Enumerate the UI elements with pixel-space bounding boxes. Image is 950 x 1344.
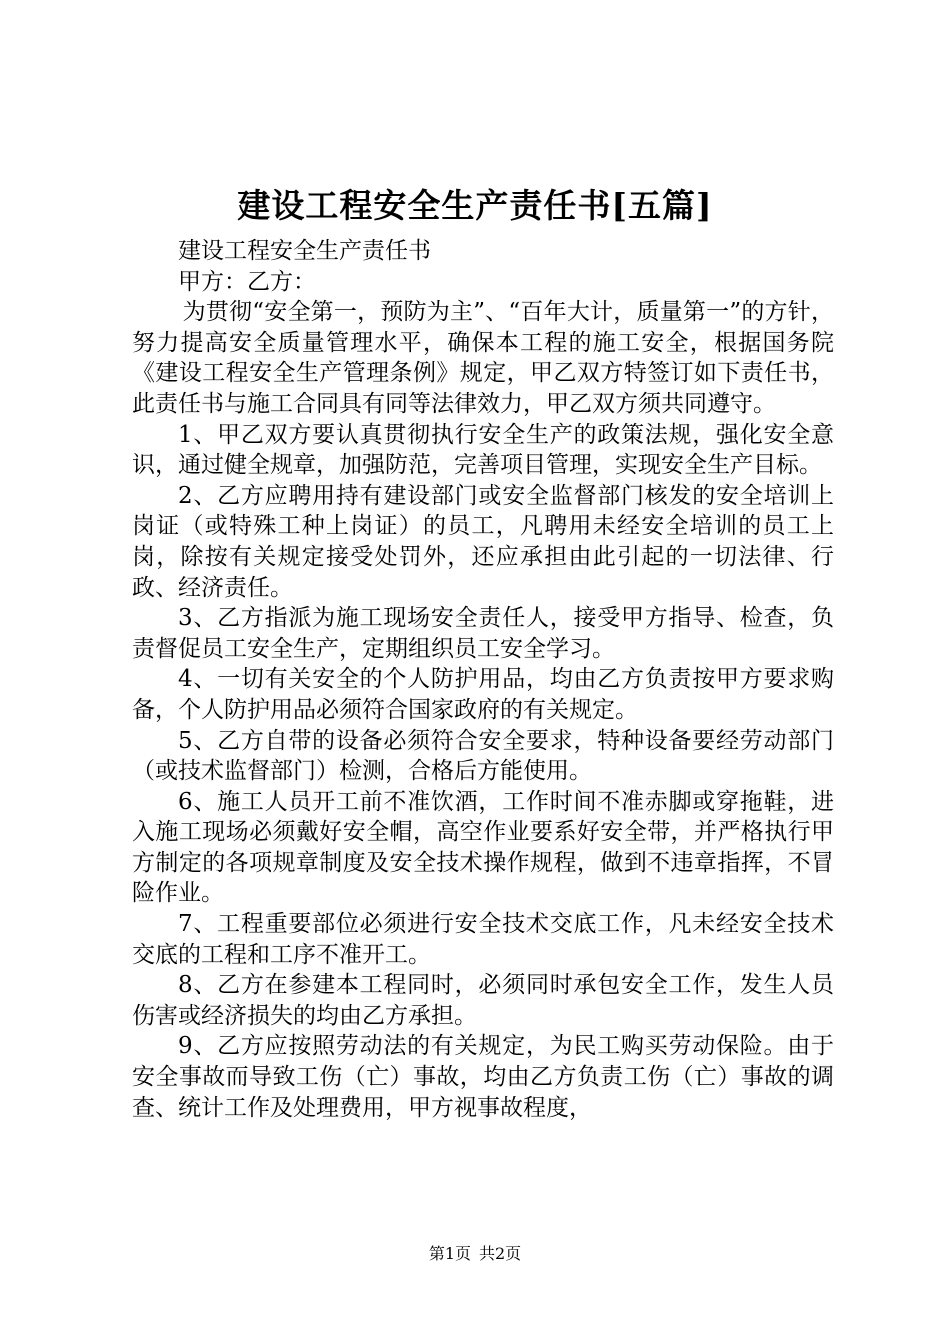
document-body xyxy=(132,236,834,1123)
paragraph-clause-5: 5、乙方自带的设备必须符合安全要求，特种设备要经劳动部门（或技术监督部门）检测，合格后方能使用。 xyxy=(132,727,834,785)
paragraph-clause-7: 7、工程重要部位必须进行安全技术交底工作，凡未经安全技术交底的工程和工序不准开工。 xyxy=(132,911,834,968)
document-subtitle: 建设工程安全生产责任书 xyxy=(178,238,431,264)
paragraph-clause-8: 8、乙方在参建本工程同时，必须同时承包安全工作，发生人员伤害或经济损失的均由乙方承担。 xyxy=(132,972,834,1029)
document-title: 建设工程安全生产责任书[五篇] xyxy=(237,186,713,225)
paragraph-clause-2: 2、乙方应聘用持有建设部门或安全监督部门核发的安全培训上岗证（或特殊工种上岗证）的员工，凡聘用未经安全培训的员工上岗，除按有关规定接受处罚外，还应承担由此引起的一切法律、行政、经济责任。 xyxy=(132,482,834,601)
paragraph-preamble: 为贯彻“安全第一，预防为主”、“百年大计，质量第一”的方针，努力提高安全质量管理水平，确保本工程的施工安全，根据国务院《建设工程安全生产管理条例》规定，甲乙双方特签订如下责任书，此责任书与施工合同具有同等法律效力，甲乙双方须共同遵守。 xyxy=(132,299,834,417)
parties-line: 甲方：乙方： xyxy=(178,268,316,295)
page-total: 共2页 xyxy=(479,1244,522,1263)
page-footer xyxy=(0,1242,950,1266)
page-number: 第1页 xyxy=(428,1244,471,1263)
paragraph-clause-9: 9、乙方应按照劳动法的有关规定，为民工购买劳动保险。由于安全事故而导致工伤（亡）事故，均由乙方负责工伤（亡）事故的调查、统计工作及处理费用，甲方视事故程度， xyxy=(132,1033,834,1121)
paragraph-clause-3: 3、乙方指派为施工现场安全责任人，接受甲方指导、检查，负责督促员工安全生产，定期组织员工安全学习。 xyxy=(132,605,834,662)
paragraph-clause-4: 4、一切有关安全的个人防护用品，均由乙方负责按甲方要求购备，个人防护用品必须符合国家政府的有关规定。 xyxy=(132,666,834,723)
paragraph-clause-1: 1、甲乙双方要认真贯彻执行安全生产的政策法规，强化安全意识，通过健全规章，加强防范，完善项目管理，实现安全生产目标。 xyxy=(132,421,834,479)
paragraph-clause-6: 6、施工人员开工前不准饮酒，工作时间不准赤脚或穿拖鞋，进入施工现场必须戴好安全帽，高空作业要系好安全带，并严格执行甲方制定的各项规章制度及安全技术操作规程，做到不违章指挥，不冒险作业。 xyxy=(132,788,834,907)
